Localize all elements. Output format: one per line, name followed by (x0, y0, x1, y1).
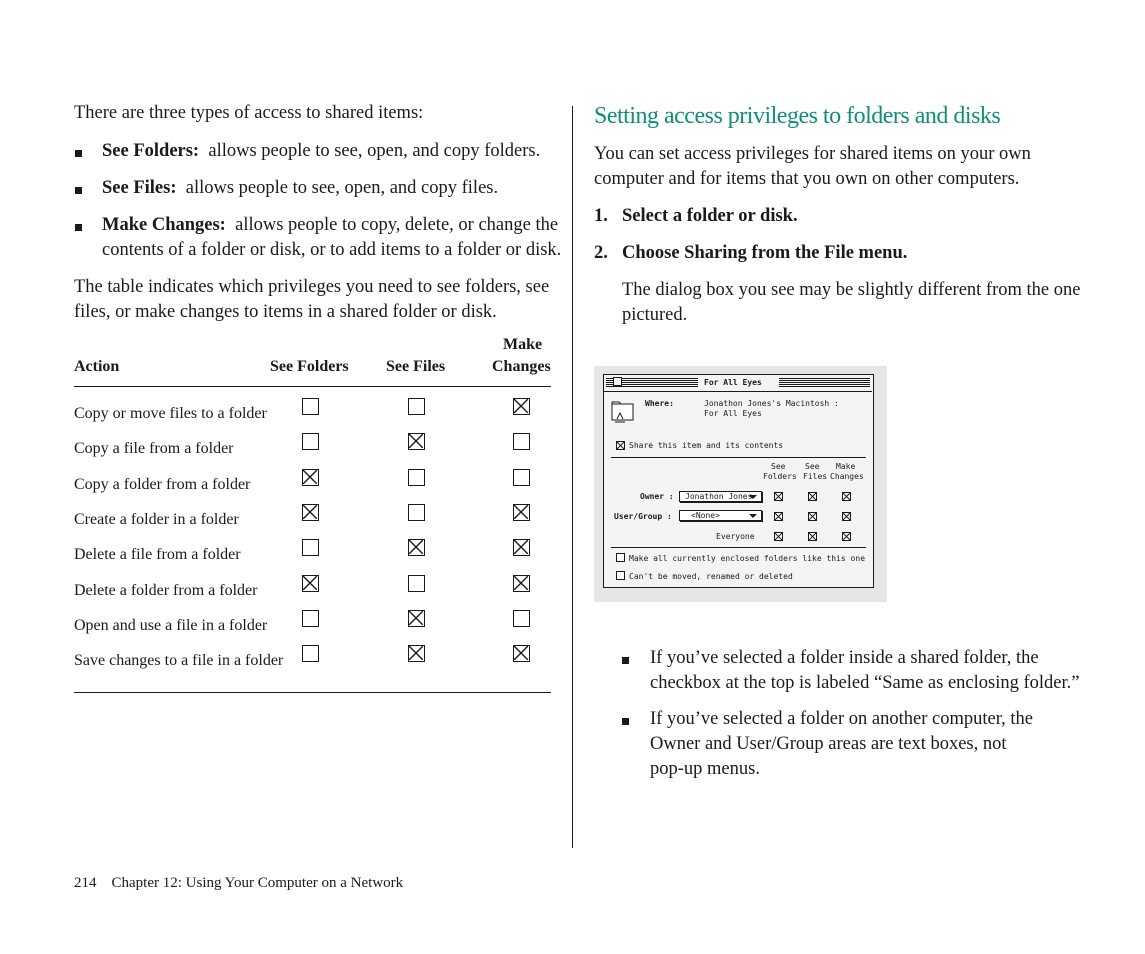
empty-box-icon (513, 610, 530, 627)
where-path-line2: For All Eyes (704, 409, 762, 418)
paragraph-line: You can set access privileges for shared items on your own (594, 144, 1031, 164)
step-1 (594, 204, 798, 229)
empty-box-icon (408, 504, 425, 521)
permission-checkbox[interactable] (808, 512, 817, 521)
col-see-files-2: Files (803, 472, 828, 481)
checked-box-icon (302, 575, 319, 592)
usergroup-value: <None> (691, 511, 720, 520)
bullet-see-folders (102, 139, 540, 164)
owner-label: Owner : (640, 492, 674, 501)
table-row-label: Open and use a file in a folder (74, 617, 268, 634)
usergroup-label: User/Group : (614, 512, 672, 521)
page-number: 214 (74, 875, 97, 891)
cant-move-label: Can't be moved, renamed or deleted (629, 572, 793, 581)
bullet-make-changes (102, 213, 561, 263)
step-text: Choose Sharing from the File menu. (622, 243, 908, 263)
permission-checkbox[interactable] (808, 492, 817, 501)
col-make-1: Make (836, 462, 856, 471)
bullet-text: allows people to see, open, and copy folders. (208, 141, 541, 161)
permission-checkbox[interactable] (842, 492, 851, 501)
table-row-label: Copy a folder from a folder (74, 476, 251, 493)
table-header-rule (74, 386, 551, 387)
owner-popup[interactable] (679, 491, 762, 502)
bullet-marker (75, 187, 82, 194)
bullet-marker (75, 150, 82, 157)
checked-box-icon (513, 398, 530, 415)
table-row-label: Delete a folder from a folder (74, 582, 258, 599)
bullet-marker (75, 224, 82, 231)
table-row-label: Copy a file from a folder (74, 440, 234, 457)
empty-box-icon (408, 575, 425, 592)
share-item-checkbox[interactable] (616, 441, 625, 450)
enclosed-folders-label: Make all currently enclosed folders like this one (629, 554, 866, 563)
check-x-icon (617, 442, 624, 449)
step-text: Select a folder or disk. (622, 206, 798, 226)
bullet-marker (622, 657, 629, 664)
checked-box-icon (302, 504, 319, 521)
bullet-text: allows people to copy, delete, or change the (235, 215, 559, 235)
page-footer (74, 875, 403, 892)
note-line: The dialog box you see may be slightly different from the one (622, 280, 1081, 300)
col-see-folders-2: Folders (763, 472, 797, 481)
checked-box-icon (513, 645, 530, 662)
empty-box-icon (302, 539, 319, 556)
note-bullet-remote (650, 707, 1033, 782)
empty-box-icon (408, 398, 425, 415)
col-header-make-2: Changes (492, 358, 551, 375)
checked-box-icon (408, 433, 425, 450)
section-paragraph (594, 142, 1031, 192)
permission-checkbox[interactable] (842, 532, 851, 541)
step-note (622, 278, 1080, 328)
empty-box-icon (302, 398, 319, 415)
step-number: 1. (594, 206, 608, 226)
permission-checkbox[interactable] (808, 532, 817, 541)
bullet-line: Owner and User/Group areas are text boxes, not (650, 734, 1007, 754)
col-header-action: Action (74, 358, 120, 375)
close-box-icon[interactable] (613, 377, 622, 386)
dialog-title-bar (604, 375, 872, 392)
sharing-dialog (603, 374, 874, 588)
enclosed-folders-checkbox[interactable] (616, 553, 625, 562)
paragraph-line: computer and for items that you own on other computers. (594, 169, 1020, 189)
step-2 (594, 241, 907, 266)
checked-box-icon (513, 504, 530, 521)
bullet-term: See Folders: (102, 141, 200, 161)
column-divider (572, 106, 573, 848)
empty-box-icon (302, 433, 319, 450)
checked-box-icon (302, 469, 319, 486)
table-row-label: Create a folder in a folder (74, 511, 239, 528)
table-intro-line: files, or make changes to items in a shared folder or disk. (74, 302, 497, 322)
chevron-down-icon (749, 514, 757, 518)
col-see-files-1: See (805, 462, 820, 471)
bullet-text: contents of a folder or disk, or to add items to a folder or disk. (102, 240, 562, 260)
checked-box-icon (408, 610, 425, 627)
col-header-make-1: Make (503, 336, 543, 353)
empty-box-icon (302, 645, 319, 662)
chapter-title: Chapter 12: Using Your Computer on a Network (111, 875, 404, 891)
step-number: 2. (594, 243, 608, 263)
permission-checkbox[interactable] (774, 492, 783, 501)
bullet-line: checkbox at the top is labeled “Same as enclosing folder.” (650, 673, 1080, 693)
note-bullet-enclosing (650, 646, 1079, 696)
bullet-line: pop-up menus. (650, 759, 760, 779)
empty-box-icon (513, 469, 530, 486)
section-heading: Setting access privileges to folders and disks (594, 103, 1001, 129)
everyone-label: Everyone (716, 532, 755, 541)
empty-box-icon (513, 433, 530, 450)
table-intro (74, 275, 549, 325)
note-line: pictured. (622, 305, 688, 325)
table-bottom-rule (74, 692, 551, 693)
table-row-label: Save changes to a file in a folder (74, 652, 284, 669)
table-intro-line: The table indicates which privileges you need to see folders, see (74, 277, 550, 297)
checked-box-icon (513, 539, 530, 556)
table-row-label: Delete a file from a folder (74, 546, 241, 563)
empty-box-icon (408, 469, 425, 486)
dialog-divider (611, 457, 866, 458)
col-header-see-folders: See Folders (270, 358, 349, 375)
usergroup-popup[interactable] (679, 510, 762, 521)
checked-box-icon (513, 575, 530, 592)
checked-box-icon (408, 539, 425, 556)
where-path-line1: Jonathon Jones's Macintosh : (704, 399, 839, 408)
bullet-line: If you’ve selected a folder on another computer, the (650, 709, 1033, 729)
cant-move-checkbox[interactable] (616, 571, 625, 580)
permission-checkbox[interactable] (774, 512, 783, 521)
bullet-text: allows people to see, open, and copy files. (185, 178, 499, 198)
title-stripes (779, 378, 870, 387)
dialog-divider (611, 547, 866, 548)
bullet-term: Make Changes: (102, 215, 226, 235)
permission-checkbox[interactable] (842, 512, 851, 521)
shared-folder-icon (611, 397, 635, 423)
bullet-marker (622, 718, 629, 725)
intro-text: There are three types of access to shared items: (74, 103, 424, 123)
chevron-down-icon (749, 495, 757, 499)
share-item-label: Share this item and its contents (629, 441, 784, 450)
col-make-2: Changes (830, 472, 864, 481)
empty-box-icon (302, 610, 319, 627)
table-row-label: Copy or move files to a folder (74, 405, 267, 422)
dialog-title: For All Eyes (704, 378, 762, 387)
where-label: Where: (645, 399, 674, 408)
bullet-term: See Files: (102, 178, 177, 198)
permission-checkbox[interactable] (774, 532, 783, 541)
owner-value: Jonathon Jones (685, 492, 753, 501)
checked-box-icon (408, 645, 425, 662)
bullet-line: If you’ve selected a folder inside a shared folder, the (650, 648, 1039, 668)
col-see-folders-1: See (771, 462, 786, 471)
bullet-see-files (102, 176, 498, 201)
col-header-see-files: See Files (386, 358, 446, 375)
